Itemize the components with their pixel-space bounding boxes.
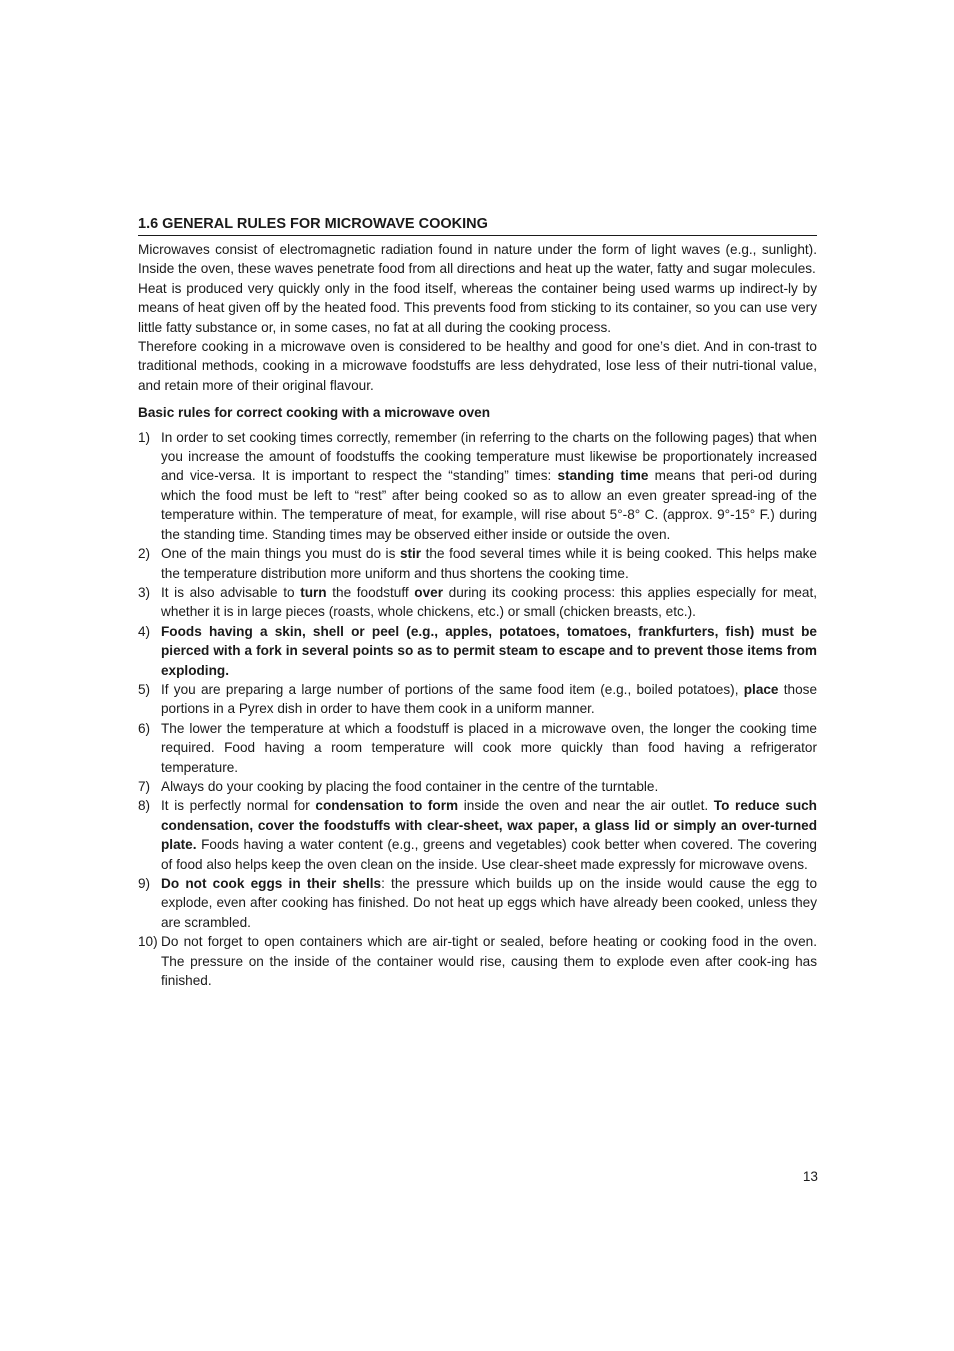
rule-item (138, 719, 817, 777)
rule-number: 7) (138, 778, 151, 794)
rule-number: 3) (138, 584, 151, 600)
rule-text-bold: condensation to form (315, 798, 459, 814)
rule-text-bold: stir (399, 546, 422, 562)
rule-text-run: The lower the temperature at which a foodstuff is placed in a microwave oven, the longer the cooking time required. Food having a room temperature will cook more quickly than food having a refrigerator temperature. (161, 720, 817, 775)
rule-text-bold: standing time (557, 468, 649, 484)
rule-text (161, 779, 658, 794)
rule-text-bold: over (414, 584, 444, 600)
page-content (138, 214, 817, 990)
basic-rules-list (138, 428, 817, 991)
rule-text-run: Always do your cooking by placing the food container in the centre of the turntable. (161, 778, 659, 794)
rule-text-bold: place (743, 681, 779, 697)
rule-number: 2) (138, 546, 151, 562)
section-title: 1.6 GENERAL RULES FOR MICROWAVE COOKING (138, 214, 817, 236)
rule-item (138, 680, 817, 719)
rule-text-run: the food several times while it is being cooked. This helps make the temperature distribution more uniform and thus shortens the cooking time. (161, 546, 817, 581)
rule-text-run: It is also advisable to (161, 584, 301, 600)
rule-text (161, 798, 817, 871)
rule-number: 9) (138, 876, 151, 891)
rule-item (138, 796, 817, 874)
basic-rules-heading: Basic rules for correct cooking with a microwave oven (138, 405, 491, 421)
rule-number: 10) (138, 934, 158, 950)
rule-text (161, 876, 817, 930)
rule-text-run: Do not forget to open containers which are air-tight or sealed, before heating or cooking food in the oven. The pressure on the inside of the container would rise, causing them to explode even after cook-ing has finished. (161, 934, 817, 989)
rule-text-run: Foods having a water content (e.g., greens and vegetables) cook better when covered. The covering of food also helps keep the oven clean on the inside. Use clear-sheet made expressly for microwave ovens. (161, 837, 817, 872)
rule-text-bold: Do not cook eggs in their shells (161, 876, 382, 891)
rule-number: 4) (138, 623, 151, 639)
rule-text-bold: Foods having a skin, shell or peel (e.g., apples, potatoes, tomatoes, frankfurters, fish) must be pierced with a fork in several points so as to permit steam to escape and to prevent those items from exploding. (161, 623, 817, 678)
rule-text-run: means that peri-od during which the food must be left to “rest” after being cooked so as to allow an even greater spread-ing of the temperature within. The temperature of meat, for example, will rise about 5°-8° C. (approx. 9°-15° F.) during the standing time. Standing times may be observed either inside or outside the oven. (161, 468, 818, 542)
page-number: 13 (802, 1169, 818, 1184)
rule-text (161, 721, 817, 775)
rule-item (138, 583, 817, 622)
rule-text-run: It is perfectly normal for (161, 798, 316, 814)
intro-paragraph: Therefore cooking in a microwave oven is considered to be healthy and good for one’s diet. And in con-trast to traditional methods, cooking in a microwave foodstuffs are less dehydrated, lose less of their nutri-tional value, and retain more of their original flavour. (138, 339, 817, 393)
rule-text-run: those portions in a Pyrex dish in order to have them cook in a uniform manner. (161, 681, 818, 717)
rule-text-run: In order to set cooking times correctly, remember (in referring to the charts on the following pages) that when you increase the amount of foodstuffs the cooking temperature must likewise be proportionately increased and vice-versa. It is important to respect the “standing” times: (161, 429, 817, 484)
intro-paragraph: Heat is produced very quickly only in the food itself, whereas the container being used warms up indirect-ly by means of heat given off by the heated food. This prevents food from sticking to its container, so you can use very little fatty substance or, in some cases, no fat at all during the cooking process. (138, 280, 817, 335)
rule-text (161, 546, 817, 580)
rule-number: 8) (138, 798, 151, 814)
rule-text-bold: To reduce such condensation, cover the foodstuffs with clear-sheet, wax paper, a glass lid or simply an over-turned plate. (161, 798, 817, 853)
rule-text (161, 430, 817, 542)
rule-number: 5) (138, 681, 151, 697)
rule-text-run: One of the main things you must do is (161, 546, 400, 562)
rule-text (161, 934, 817, 988)
rule-text (161, 624, 817, 678)
rule-item (138, 932, 817, 990)
rule-text-run: If you are preparing a large number of portions of the same food item (e.g., boiled potatoes), (161, 681, 744, 697)
intro (138, 240, 817, 395)
rule-item (138, 777, 817, 796)
rule-number: 6) (138, 720, 151, 736)
rule-text (161, 682, 817, 716)
rule-number: 1) (138, 429, 151, 445)
rule-text-run: the foodstuff (326, 584, 415, 600)
rule-text-bold: turn (300, 584, 327, 600)
rule-text-run: inside the oven and near the air outlet. (458, 798, 714, 814)
rule-text-run: during its cooking process: this applies especially for meat, whether it is in large pieces (roasts, whole chickens, etc.) or small (chicken breasts, etc.). (161, 584, 817, 620)
rule-item (138, 428, 817, 544)
rule-text (161, 585, 817, 619)
rule-item (138, 544, 817, 583)
intro-paragraph: Microwaves consist of electromagnetic radiation found in nature under the form of light waves (e.g., sunlight). Inside the oven, these waves penetrate food from all directions and heat up the water, fatty and sugar molecules. (138, 242, 817, 277)
rule-text-run: : the pressure which builds up on the inside would cause the egg to explode, even after cooking has finished. Do not heat up eggs which have already been cooked, unless they are scrambled. (161, 876, 818, 930)
rule-item (138, 622, 817, 680)
rule-item (138, 874, 817, 932)
